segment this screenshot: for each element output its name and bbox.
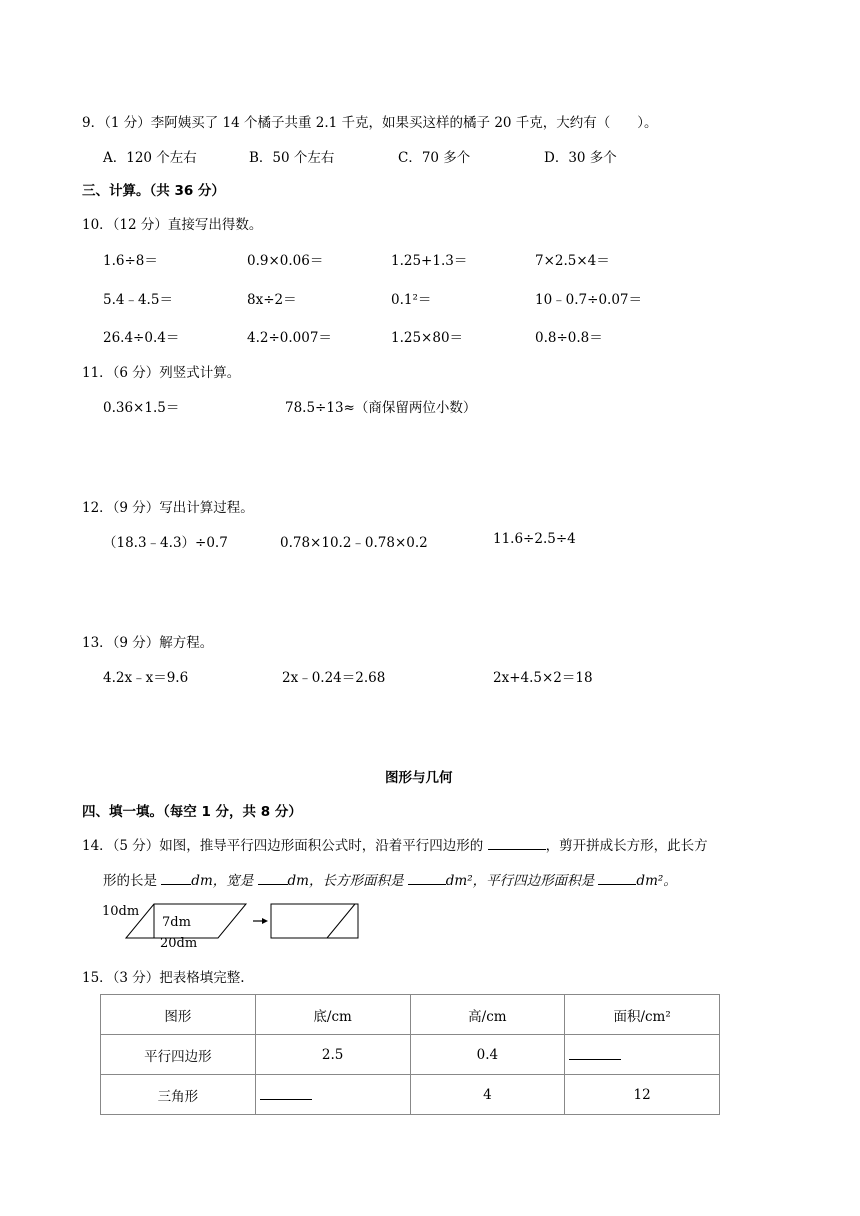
q14-text: 14．（5 分）如图，推导平行四边形面积公式时，沿着平行四边形的 [82,838,488,854]
table-cell-blank[interactable] [255,1075,410,1115]
area-table [100,994,720,1115]
q13-item: 4.2x﹣x＝9.6 [103,670,189,686]
answer-blank[interactable] [258,871,288,885]
q10-item: 26.4÷0.4＝ [103,330,180,346]
q10-item: 1.25×80＝ [391,330,464,346]
q14-text: dm，宽是 [191,873,258,889]
table-header: 底/cm [255,995,410,1035]
question-9-text: 9．（1 分）李阿姨买了 14 个橘子共重 2.1 千克，如果买这样的橘子 20 千克，大约有（ ）。 [82,115,658,131]
base-label: 20dm [160,936,198,951]
parallelogram-diagram [100,898,370,954]
q12-item: 11.6÷2.5÷4 [493,531,576,547]
question-14-line2 [103,869,677,889]
side-label: 10dm [102,904,140,919]
q12-item: 0.78×10.2﹣0.78×0.2 [280,535,428,551]
q10-item: 8x÷2＝ [247,292,297,308]
question-14-line1 [82,834,708,854]
q9-option-b: B．50 个左右 [249,150,335,166]
table-cell-blank[interactable] [565,1035,720,1075]
q9-option-d: D．30 多个 [544,150,617,166]
table-header: 高/cm [410,995,565,1035]
table-cell: 4 [410,1075,565,1115]
q14-text: 形的长是 [103,873,162,889]
q10-item: 7×2.5×4＝ [535,253,610,269]
answer-blank[interactable] [260,1086,312,1100]
part-title: 图形与几何 [385,770,453,786]
table-header: 图形 [101,995,256,1035]
q13-item: 2x﹣0.24＝2.68 [282,670,386,686]
q11-item: 78.5÷13≈（商保留两位小数） [285,400,477,416]
q9-option-a: A．120 个左右 [103,150,197,166]
table-header: 面积/cm² [565,995,720,1035]
q14-text: dm²，平行四边形面积是 [445,873,599,889]
question-10-title: 10．（12 分）直接写出得数。 [82,217,263,233]
answer-blank[interactable] [598,871,636,885]
q10-item: 4.2÷0.007＝ [247,330,332,346]
q10-item: 0.1²＝ [391,292,432,308]
q10-item: 0.9×0.06＝ [247,253,324,269]
table-cell: 12 [565,1075,720,1115]
question-13-title: 13．（9 分）解方程。 [82,635,214,651]
q10-item: 1.25+1.3＝ [391,253,468,269]
q14-text: ，剪开拼成长方形，此长方 [545,838,708,854]
answer-blank[interactable] [488,836,546,850]
q9-option-c: C．70 多个 [398,150,471,166]
table-cell: 三角形 [101,1075,256,1115]
answer-blank[interactable] [408,871,446,885]
q10-item: 5.4﹣4.5＝ [103,292,173,308]
table-cell: 0.4 [410,1035,565,1075]
q11-item: 0.36×1.5＝ [103,400,180,416]
question-11-title: 11．（6 分）列竖式计算。 [82,365,241,381]
table-header-row [101,995,720,1035]
q10-item: 1.6÷8＝ [103,253,158,269]
answer-blank[interactable] [569,1046,621,1060]
question-12-title: 12．（9 分）写出计算过程。 [82,500,254,516]
parallelogram-figure [100,898,370,954]
answer-blank[interactable] [161,871,191,885]
q12-item: （18.3﹣4.3）÷0.7 [103,535,228,551]
q10-item: 0.8÷0.8＝ [535,330,603,346]
q10-item: 10﹣0.7÷0.07＝ [535,292,643,308]
height-label: 7dm [162,915,191,930]
section-3-heading: 三、计算。（共 36 分） [82,183,225,199]
q13-item: 2x+4.5×2＝18 [493,670,593,686]
section-4-heading: 四、填一填。（每空 1 分，共 8 分） [82,804,302,820]
q14-text: dm²。 [636,873,677,889]
table-cell: 平行四边形 [101,1035,256,1075]
q14-text: dm，长方形面积是 [287,873,408,889]
table-row [101,1035,720,1075]
table-row [101,1075,720,1115]
question-15-title: 15．（3 分）把表格填完整. [82,970,245,986]
table-cell: 2.5 [255,1035,410,1075]
